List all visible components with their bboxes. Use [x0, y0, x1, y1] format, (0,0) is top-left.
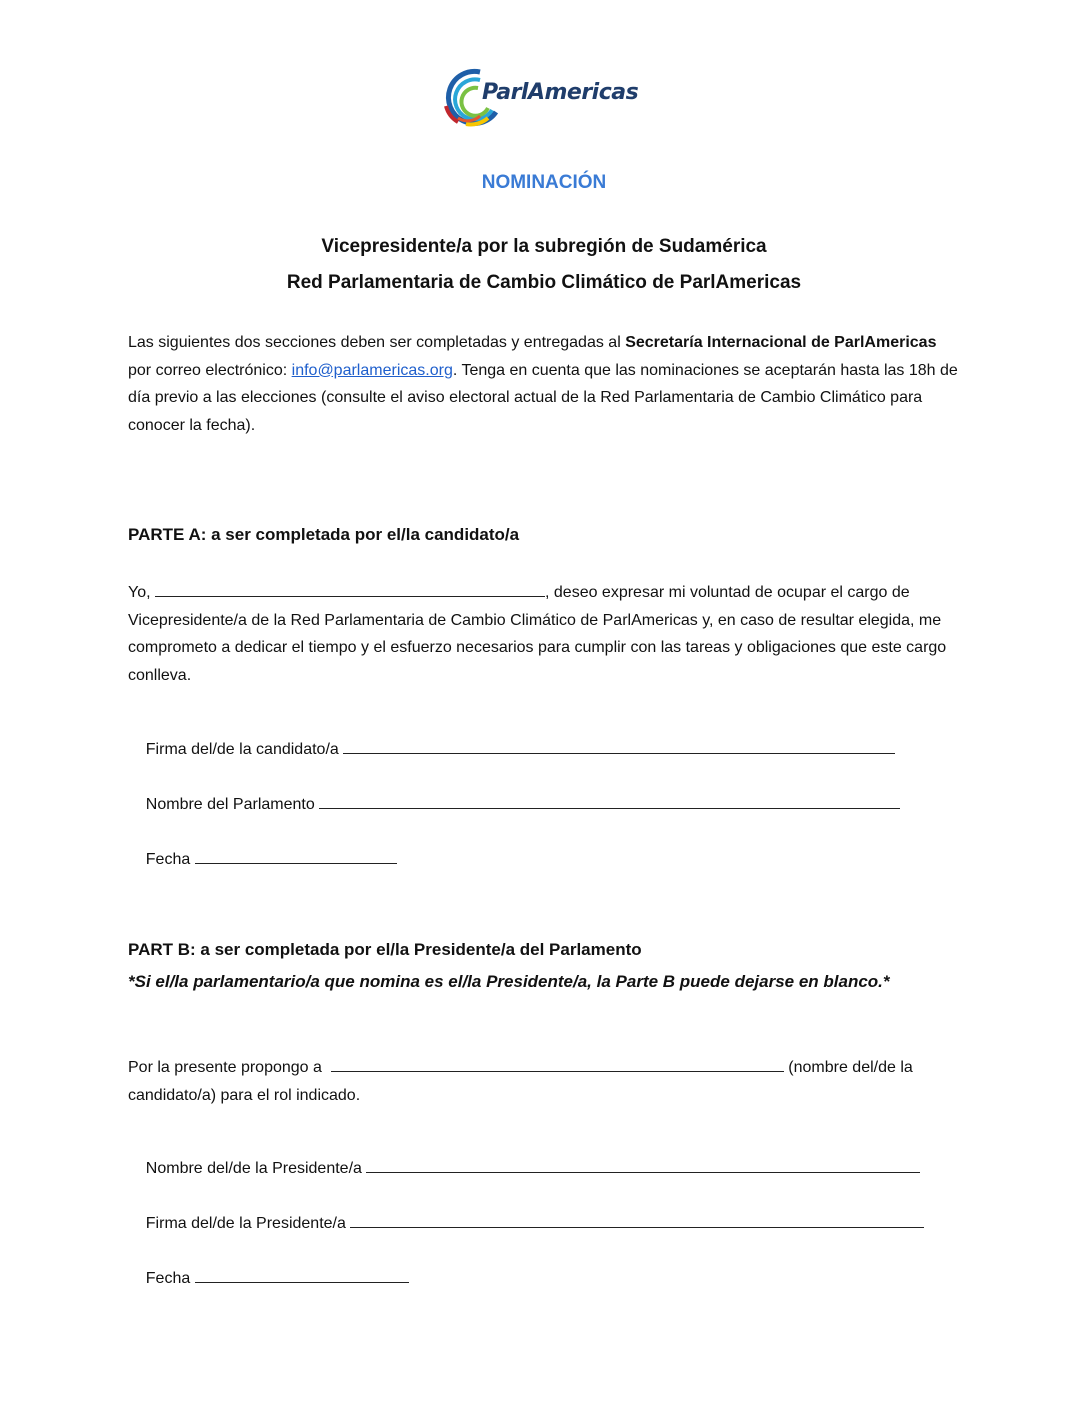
part-a-paragraph — [128, 579, 960, 689]
logo-text: ParlAmericas — [482, 80, 639, 105]
president-name-label: Nombre del/de la Presidente/a — [145, 1160, 362, 1177]
president-name-blank[interactable] — [366, 1156, 920, 1173]
president-signature-blank[interactable] — [350, 1211, 924, 1228]
parlamericas-logo — [440, 66, 660, 130]
nominee-name-blank[interactable] — [331, 1055, 784, 1072]
part-a-text-start: Yo, — [128, 584, 155, 601]
part-a-date-row — [128, 829, 397, 887]
candidate-signature-label: Firma del/de la candidato/a — [145, 741, 339, 758]
part-a-text-rest: , deseo expresar mi voluntad de ocupar el cargo de Vicepresidente/a de la Red Parlamentaria de Cambio Climático de ParlAmericas y, en caso de resultar elegida, me comprometo a dedicar el tiempo y el esfuerzo necesarios para cumplir con las tareas y obligaciones que este cargo conlleva. — [128, 584, 947, 684]
intro-text-2: por correo electrónico: — [128, 361, 292, 379]
intro-bold-secretariat: Secretaría Internacional de ParlAmericas — [625, 334, 937, 351]
intro-text-3: . Tenga en cuenta que las nominaciones se aceptarán hasta las 18h de día previo a las elecciones (consulte el aviso electoral actual de la Red Parlamentaria de Cambio Climático para conocer la fecha). — [128, 361, 958, 434]
nomination-heading: NOMINACIÓN — [481, 172, 607, 193]
parliament-name-blank[interactable] — [319, 792, 900, 809]
title-line-2: Red Parlamentaria de Cambio Climático de ParlAmericas — [286, 272, 802, 293]
email-link[interactable]: info@parlamericas.org — [291, 361, 453, 379]
president-name-row — [128, 1138, 920, 1196]
part-b-text-start: Por la presente propongo a — [128, 1059, 322, 1076]
candidate-signature-blank[interactable] — [343, 737, 895, 754]
president-signature-label: Firma del/de la Presidente/a — [145, 1215, 346, 1232]
part-b-text-rest: (nombre del/de la candidato/a) para el rol indicado. — [128, 1059, 913, 1104]
title-line-1: Vicepresidente/a por la subregión de Sudamérica — [321, 236, 767, 257]
president-signature-row — [128, 1193, 924, 1251]
part-b-date-blank[interactable] — [195, 1266, 409, 1283]
part-a-date-label: Fecha — [145, 851, 191, 868]
intro-paragraph — [128, 329, 960, 439]
part-a-date-blank[interactable] — [195, 847, 397, 864]
part-b-note: *Si el/la parlamentario/a que nomina es el/la Presidente/a, la Parte B puede dejarse en blanco.* — [128, 972, 890, 991]
part-b-date-label: Fecha — [145, 1270, 191, 1287]
part-b-paragraph — [128, 1054, 960, 1109]
candidate-name-blank[interactable] — [155, 580, 545, 597]
parliament-name-row — [128, 774, 900, 832]
part-b-heading: PART B: a ser completada por el/la Presidente/a del Parlamento — [128, 940, 642, 959]
parliament-name-label: Nombre del Parlamento — [145, 796, 315, 813]
part-b-date-row — [128, 1248, 409, 1306]
intro-text-1: Las siguientes dos secciones deben ser completadas y entregadas al — [128, 334, 626, 351]
candidate-signature-row — [128, 719, 895, 777]
part-a-heading: PARTE A: a ser completada por el/la candidato/a — [128, 525, 520, 544]
